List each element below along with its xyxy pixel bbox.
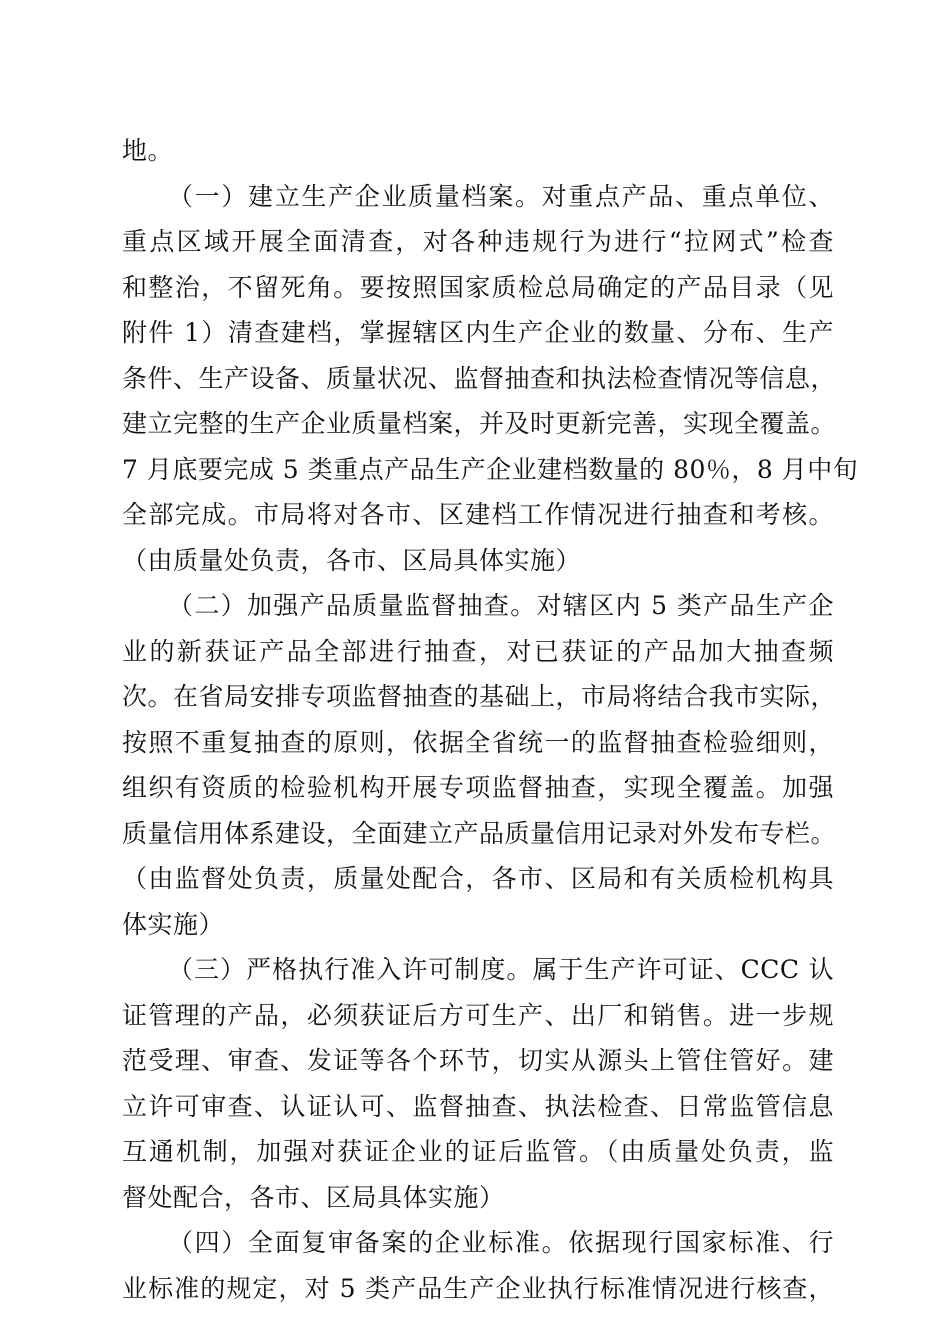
text-line: 立许可审查、认证认可、监督抽查、执法检查、日常监管信息 <box>122 1091 834 1121</box>
text-line: 业标准的规定，对 5 类产品生产企业执行标准情况进行核查， <box>122 1273 834 1303</box>
text-line: 次。在省局安排专项监督抽查的基础上，市局将结合我市实际， <box>122 682 837 711</box>
text-line: 建立完整的生产企业质量档案，并及时更新完善，实现全覆盖。 <box>122 409 837 438</box>
text-line: （三）严格执行准入许可制度。属于生产许可证、CCC 认 <box>168 955 834 984</box>
text-line: （由质量处负责，各市、区局具体实施） <box>122 545 582 575</box>
text-line: （由监督处负责，质量处配合，各市、区局和有关质检机构具 <box>122 864 834 893</box>
text-line: （二）加强产品质量监督抽查。对辖区内 5 类产品生产企 <box>168 591 834 620</box>
text-line: 附件 1）清查建档，掌握辖区内生产企业的数量、分布、生产 <box>122 318 834 347</box>
text-line: 业的新获证产品全部进行抽查，对已获证的产品加大抽查频 <box>122 636 834 666</box>
text-line: 7 月底要完成 5 类重点产品生产企业建档数量的 80％，8 月中旬 <box>122 454 859 484</box>
text-line: 督处配合，各市、区局具体实施） <box>122 1182 505 1212</box>
text-line: 质量信用体系建设，全面建立产品质量信用记录对外发布专栏。 <box>122 818 837 848</box>
text-line: 范受理、审查、发证等各个环节，切实从源头上管住管好。建 <box>122 1046 834 1075</box>
document-body <box>122 128 859 1311</box>
text-line: （一）建立生产企业质量档案。对重点产品、重点单位、 <box>168 181 834 211</box>
text-line: 按照不重复抽查的原则，依据全省统一的监督抽查检验细则， <box>122 727 834 757</box>
text-line: 全部完成。市局将对各市、区建档工作情况进行抽查和考核。 <box>122 500 834 529</box>
text-line: 地。 <box>122 136 174 165</box>
text-line: 互通机制，加强对获证企业的证后监管。（由质量处负责，监 <box>122 1137 834 1166</box>
text-line: 重点区域开展全面清查，对各种违规行为进行“拉网式”检查 <box>122 227 834 256</box>
text-line: （四）全面复审备案的企业标准。依据现行国家标准、行 <box>168 1228 834 1257</box>
text-line: 和整治，不留死角。要按照国家质检总局确定的产品目录（见 <box>122 272 834 302</box>
text-line: 体实施） <box>122 909 225 939</box>
text-line: 证管理的产品，必须获证后方可生产、出厂和销售。进一步规 <box>122 1000 834 1030</box>
text-line: 组织有资质的检验机构开展专项监督抽查，实现全覆盖。加强 <box>122 773 834 802</box>
text-line: 条件、生产设备、质量状况、监督抽查和执法检查情况等信息， <box>122 363 837 393</box>
